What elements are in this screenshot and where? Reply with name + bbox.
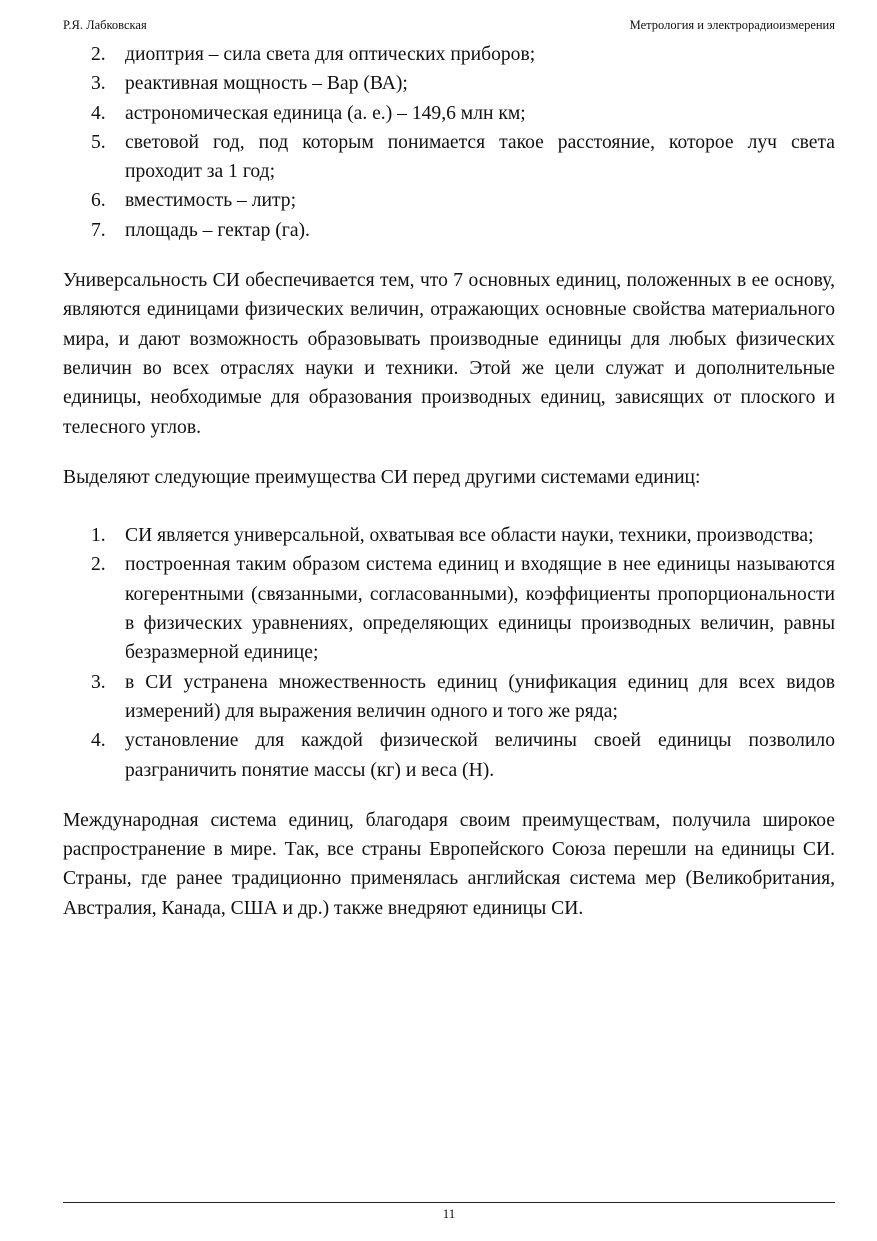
page-header <box>63 18 835 36</box>
advantages-list <box>63 521 835 785</box>
paragraph-universality: Универсальность СИ обеспечивается тем, что 7 основных единиц, положенных в ее основу, являются единицами физических величин, отражающих основные свойства материального мира, и дают возможность образовывать производные единицы для любых физических величин во всех отраслях науки и техники. Этой же цели служат и дополнительные единицы, необходимые для образования производных единиц, зависящих от плоского и телесного углов. <box>63 270 835 438</box>
list-item: 2. построенная таким образом система единиц и входящие в нее единицы называются когерентными (связанными, согласованными), коэффициенты пропорциональности в физических уравнениях, определяющих единицы производных величин, равны безразмерной единице; <box>91 554 835 664</box>
header-author: Р.Я. Лабковская <box>63 18 147 32</box>
units-list <box>63 40 835 245</box>
footer-divider <box>63 1202 835 1203</box>
spacer <box>63 785 835 806</box>
header-course-title: Метрология и электрорадиоизмерения <box>629 18 835 32</box>
list-item: 6. вместимость – литр; <box>91 190 297 212</box>
list-item: 7. площадь – гектар (га). <box>91 219 310 241</box>
paragraph-advantages-intro: Выделяют следующие преимущества СИ перед другими системами единиц: <box>63 466 701 488</box>
spacer <box>63 245 835 266</box>
page-body <box>63 40 835 923</box>
list-item: 1. СИ является универсальной, охватывая все области науки, техники, производства; <box>91 525 814 547</box>
list-item: 2. диоптрия – сила света для оптических приборов; <box>91 44 536 65</box>
spacer <box>63 492 835 521</box>
spacer <box>63 442 835 463</box>
list-item: 5. световой год, под которым понимается такое расстояние, которое луч света проходит за 1 год; <box>91 131 835 183</box>
list-item: 3. в СИ устранена множественность единиц (унификация единиц для всех видов измерений) для выражения величин одного и того же ряда; <box>91 671 835 722</box>
page-number: 11 <box>442 1206 456 1221</box>
list-item: 4. установление для каждой физической величины своей единицы позволило разграничить понятие массы (кг) и веса (Н). <box>91 730 835 781</box>
list-item: 3. реактивная мощность – Вар (ВА); <box>91 73 408 95</box>
paragraph-adoption: Международная система единиц, благодаря своим преимуществам, получила широкое распространение в мире. Так, все страны Европейского Союза перешли на единицы СИ. Страны, где ранее традиционно применялась английская система мер (Великобритания, Австралия, Канада, США и др.) также внедряют единицы СИ. <box>63 809 835 919</box>
list-item: 4. астрономическая единица (а. е.) – 149,6 млн км; <box>91 102 526 124</box>
